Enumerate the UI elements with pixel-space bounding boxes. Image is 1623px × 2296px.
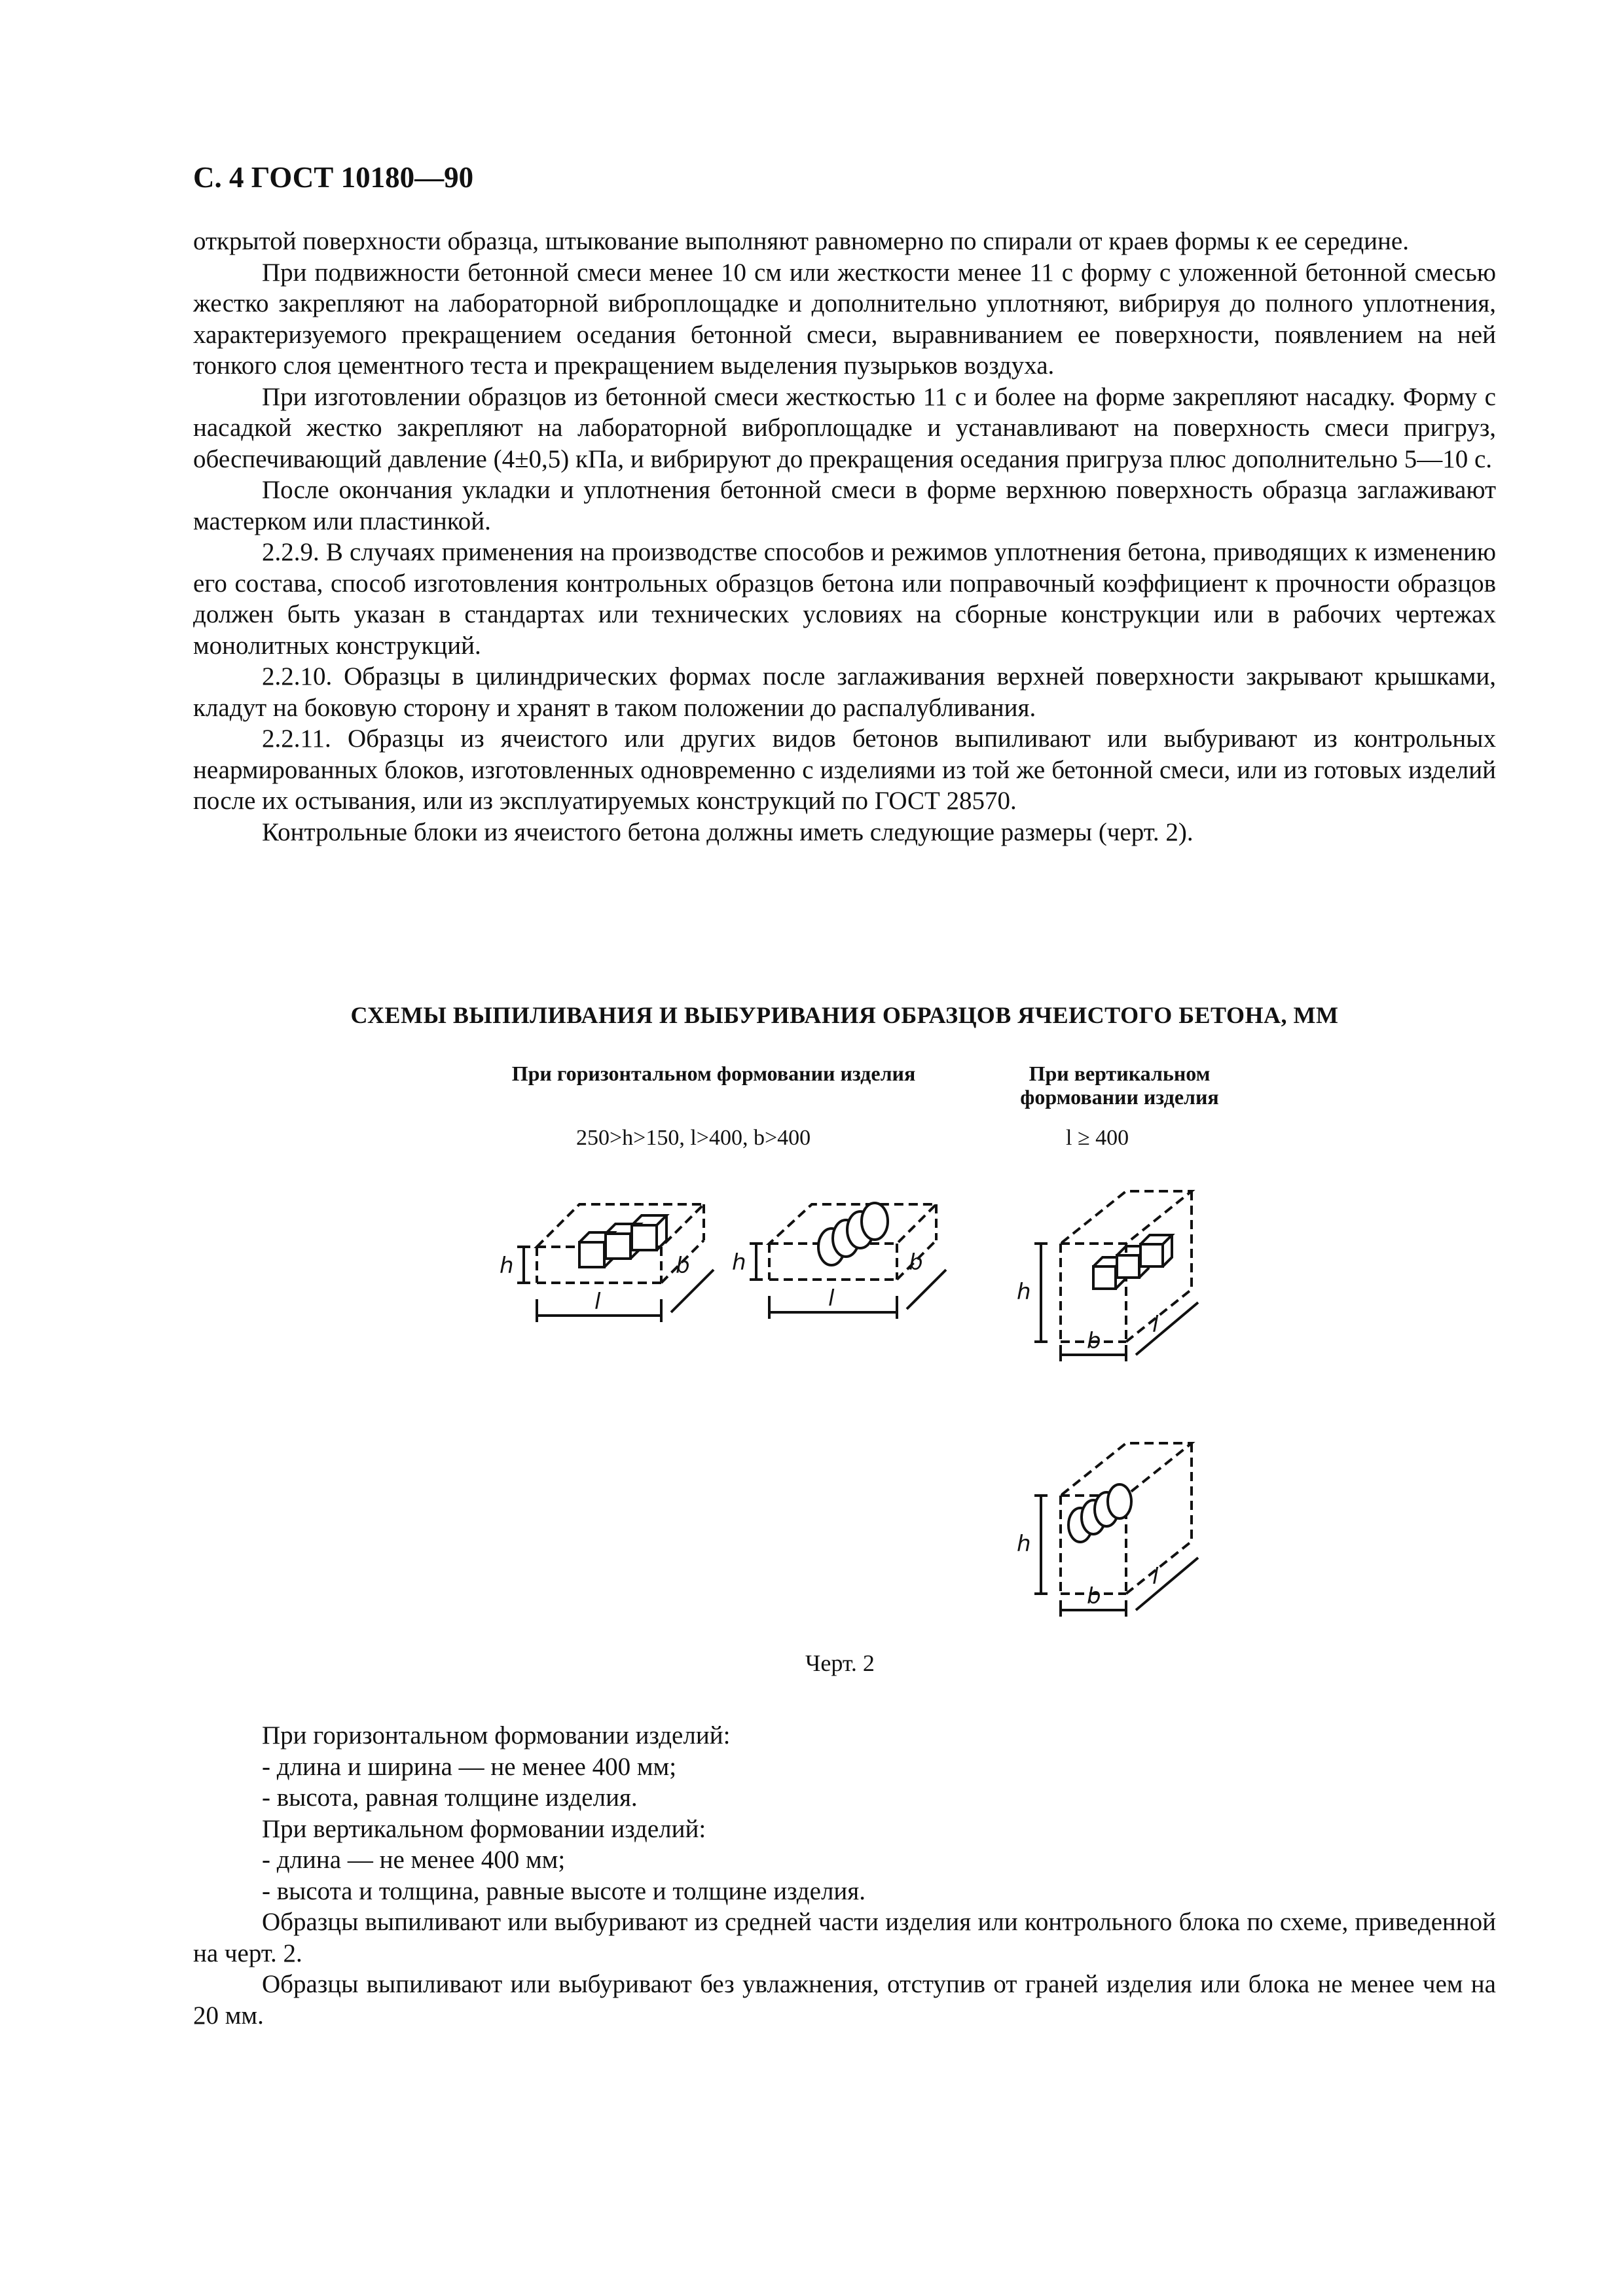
paragraph: Контрольные блоки из ячеистого бетона должны иметь следующие размеры (черт. 2). [262,817,1194,846]
block-vertical-cubes [1034,1191,1198,1361]
list-item: - высота и толщина, равные высоте и толщине изделия. [262,1876,866,1905]
column-header-vertical-line2: формовании изделия [1020,1085,1219,1109]
column-header-vertical-line1: При вертикальном [1029,1062,1211,1085]
diagram1-label-l: l [594,1289,601,1315]
formula-horizontal: 250>h>150, l>400, b>400 [576,1126,811,1150]
figure-title: СХЕМЫ ВЫПИЛИВАНИЯ И ВЫБУРИВАНИЯ ОБРАЗЦОВ ЯЧЕИСТОГО БЕТОНА, ММ [350,1002,1339,1028]
diagram3-label-b: b [1087,1328,1101,1354]
page-header: С. 4 ГОСТ 10180—90 [193,161,474,194]
paragraph: При горизонтальном формовании изделий: [262,1721,731,1749]
paragraph: При подвижности бетонной смеси менее 10 см или жесткости менее 11 с форму с уложенной бетонной смесью жестко закрепляют на лабораторной виброплощадке и дополнительно уплотняют, вибрируя до полного уплотнения, характеризуемого прекращением оседания бетонной смеси, выравниванием ее поверхности, появлением на ней тонкого слоя цементного теста и прекращением выделения пузырьков воздуха. [193,258,1496,380]
diagram2-label-l: l [828,1285,835,1312]
diagram3-label-h: h [1017,1279,1031,1305]
diagram4-label-h: h [1017,1531,1031,1557]
paragraph: 2.2.10. Образцы в цилиндрических формах после заглаживания верхней поверхности закрывают крышками, кладут на боковую сторону и хранят в таком положении до распалубливания. [193,662,1496,722]
diagram4-label-b: b [1087,1583,1101,1609]
paragraph: 2.2.9. В случаях применения на производстве способов и режимов уплотнения бетона, приводящих к изменению его состава, способ изготовления контрольных образцов бетона или поправочный коэффициент к прочности образцов должен быть указан в стандартах или технических условиях на сборные конструкции или в рабочих чертежах монолитных конструкций. [193,538,1496,660]
diagram1-label-b: b [676,1253,690,1279]
paragraph: При изготовлении образцов из бетонной смеси жесткостью 11 с и более на форме закрепляют насадку. Форму с насадкой жестко закрепляют на лабораторной виброплощадке и устанавливают на поверхность смеси пригруз, обеспечивающий давление (4±0,5) кПа, и вибрируют до прекращения оседания пригруза плюс дополнительно 5—10 с. [193,382,1496,473]
diagram2-label-b: b [909,1249,923,1276]
paragraph: После окончания укладки и уплотнения бетонной смеси в форме верхнюю поверхность образца заглаживают мастерком или пластинкой. [193,476,1496,535]
list-item: - высота, равная толщине изделия. [262,1784,638,1812]
column-header-horizontal: При горизонтальном формовании изделия [511,1062,916,1085]
paragraph: 2.2.11. Образцы из ячеистого или других видов бетонов выпиливают или выбуривают из контрольных неармированных блоков, изготовленных одновременно с изделиями из той же бетонной смеси, или из готовых изделий после их остывания, или из эксплуатируемых конструкций по ГОСТ 28570. [193,725,1496,815]
list-item: - длина и ширина — не менее 400 мм; [262,1752,677,1781]
paragraph: Образцы выпиливают или выбуривают без увлажнения, отступив от граней изделия или блока не менее чем на 20 мм. [193,1970,1496,2030]
figure-caption: Черт. 2 [805,1650,875,1676]
bottom-text [193,1720,1496,2031]
diagram2-label-h: h [732,1249,746,1276]
paragraph: открытой поверхности образца, штыкование выполняют равномерно по спирали от краев формы к ее середине. [193,227,1409,255]
paragraph: Образцы выпиливают или выбуривают из средней части изделия или контрольного блока по схеме, приведенной на черт. 2. [193,1908,1496,1967]
diagram4-label-l: l [1152,1564,1159,1590]
block-vertical-cylinders [1034,1443,1198,1617]
paragraph: При вертикальном формовании изделий: [262,1814,706,1843]
list-item: - длина — не менее 400 мм; [262,1846,566,1874]
diagram3-label-l: l [1152,1312,1159,1338]
diagram1-label-h: h [500,1253,514,1279]
formula-vertical: l ≥ 400 [1066,1126,1129,1150]
